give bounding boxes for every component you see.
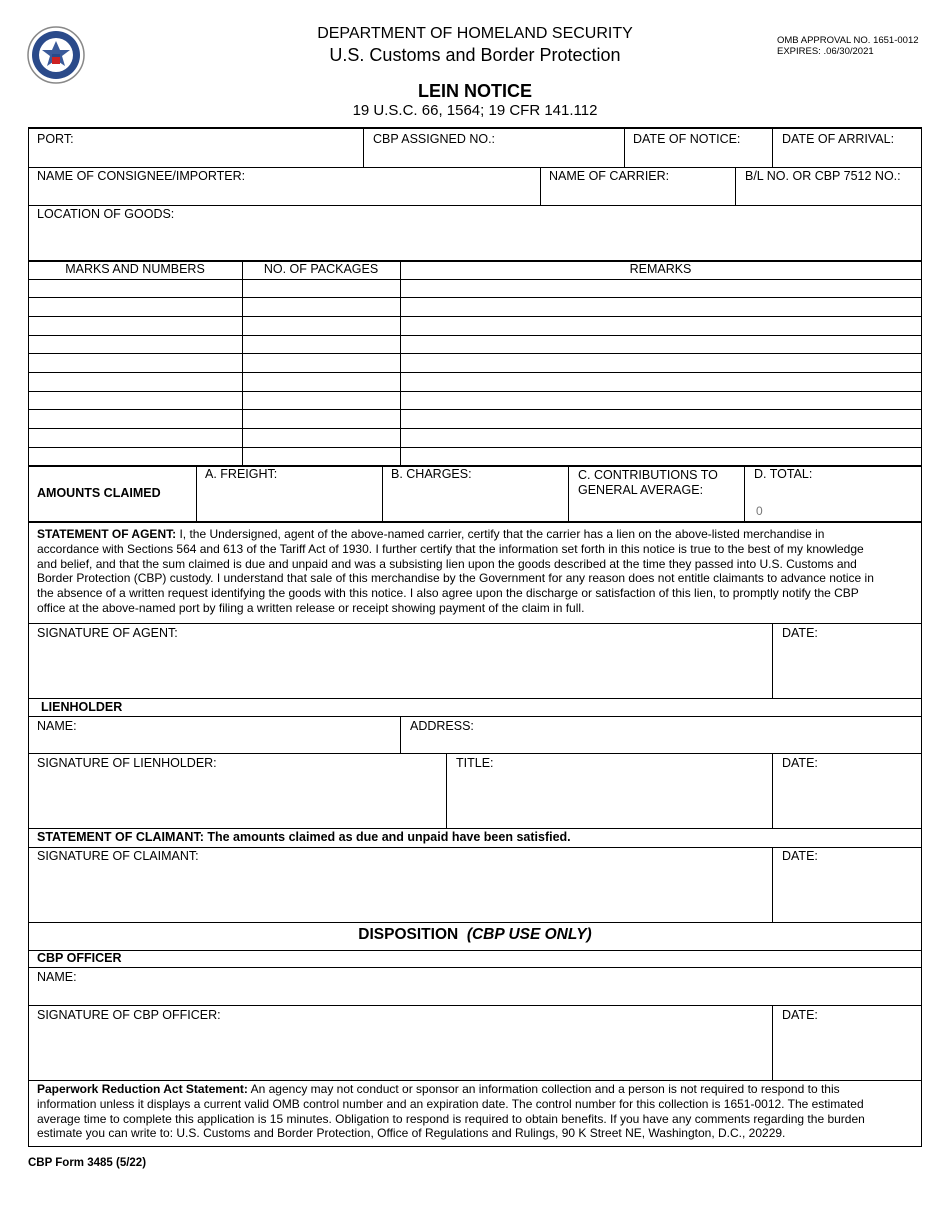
statement-of-agent — [37, 527, 917, 616]
form-number: CBP Form 3485 (5/22) — [28, 1157, 147, 1169]
marks-and-numbers-header: MARKS AND NUMBERS — [65, 262, 205, 276]
port-field[interactable]: PORT: — [37, 132, 74, 146]
disposition-heading — [28, 926, 922, 944]
paperwork-line: information unless it displays a current valid OMB control number and an expiration date. The control number for this collection is 1651-0012. The estimated — [37, 1096, 864, 1111]
disposition-note: (CBP USE ONLY) — [466, 926, 592, 943]
statement-of-agent-heading: STATEMENT OF AGENT: — [37, 527, 177, 541]
table-row[interactable] — [28, 353, 922, 354]
paperwork-reduction-statement — [37, 1082, 917, 1141]
statement-of-agent-line: office at the above-named port by filing a written release or receipt showing payment of the claim in full. — [37, 600, 585, 615]
signature-of-cbp-officer-field[interactable]: SIGNATURE OF CBP OFFICER: — [37, 1008, 221, 1022]
contributions-label-line2: GENERAL AVERAGE: — [578, 483, 704, 497]
lienholder-date-field[interactable]: DATE: — [782, 756, 818, 770]
total-value: 0 — [756, 504, 763, 518]
omb-expires: EXPIRES: .06/30/2021 — [777, 46, 874, 57]
date-of-notice-field[interactable]: DATE OF NOTICE: — [633, 132, 741, 146]
table-row[interactable] — [28, 447, 922, 448]
statement-of-agent-line: and belief, and that the sum claimed is due and unpaid and was a subsisting lien upon the goods described at the time they passed into U.S. Customs and — [37, 556, 857, 571]
signature-of-lienholder-field[interactable]: SIGNATURE OF LIENHOLDER: — [37, 756, 217, 770]
signature-of-agent-field[interactable]: SIGNATURE OF AGENT: — [37, 626, 178, 640]
contributions-field[interactable] — [578, 468, 718, 498]
table-row[interactable] — [28, 428, 922, 429]
statement-of-agent-line: accordance with Sections 564 and 613 of the Tariff Act of 1930. I further certify that the information set forth in this notice is true to the best of my knowledge — [37, 541, 864, 556]
table-row[interactable] — [28, 335, 922, 336]
amounts-claimed-label: AMOUNTS CLAIMED — [37, 486, 161, 500]
form-citation: 19 U.S.C. 66, 1564; 19 CFR 141.112 — [352, 102, 598, 119]
paperwork-line: An agency may not conduct or sponsor an information collection and a person is not required to respond to this — [247, 1082, 840, 1096]
paperwork-line: average time to complete this application is 15 minutes. Obligation to respond is required to obtain benefits. If you have any comments regarding the burden — [37, 1111, 865, 1126]
cbp-officer-heading: CBP OFFICER — [37, 951, 122, 965]
paperwork-line: estimate you can write to: U.S. Customs and Border Protection, Office of Regulations and Rulings, 90 K Street NE, Washington, D.C., 20229. — [37, 1126, 786, 1141]
table-row[interactable] — [28, 297, 922, 298]
table-row[interactable] — [28, 409, 922, 410]
statement-of-agent-line: the absence of a written request identifying the goods with this notice. I also agree upon the discharge or satisfaction of this lien, to promptly notify the CBP — [37, 586, 859, 601]
agent-date-field[interactable]: DATE: — [782, 626, 818, 640]
date-of-arrival-field[interactable]: DATE OF ARRIVAL: — [782, 132, 895, 146]
goods-table-rows[interactable] — [28, 279, 922, 466]
form-title: LEIN NOTICE — [417, 81, 532, 101]
statement-of-agent-line: Border Protection (CBP) custody. I understand that sale of this merchandise by the Government for any reason does not entitle claimants to advance notice in — [37, 571, 874, 586]
claimant-date-field[interactable]: DATE: — [782, 849, 818, 863]
total-field[interactable]: D. TOTAL: — [754, 467, 813, 481]
table-row[interactable] — [28, 372, 922, 373]
table-row[interactable] — [28, 391, 922, 392]
signature-of-claimant-field[interactable]: SIGNATURE OF CLAIMANT: — [37, 849, 199, 863]
freight-field[interactable]: A. FREIGHT: — [205, 467, 278, 481]
no-of-packages-header: NO. OF PACKAGES — [263, 262, 379, 276]
remarks-header: REMARKS — [629, 262, 692, 276]
cbp-assigned-no-field[interactable]: CBP ASSIGNED NO.: — [373, 132, 496, 146]
agency-name: U.S. Customs and Border Protection — [329, 45, 621, 65]
carrier-field[interactable]: NAME OF CARRIER: — [549, 169, 670, 183]
omb-approval: OMB APPROVAL NO. 1651-0012 — [777, 35, 919, 46]
contributions-label-line1: C. CONTRIBUTIONS TO — [578, 468, 718, 482]
lienholder-heading: LIENHOLDER — [41, 700, 123, 714]
bl-no-field[interactable]: B/L NO. OR CBP 7512 NO.: — [745, 169, 901, 183]
disposition-title: DISPOSITION — [358, 926, 459, 943]
location-of-goods-field[interactable]: LOCATION OF GOODS: — [37, 207, 175, 221]
cbp-officer-date-field[interactable]: DATE: — [782, 1008, 818, 1022]
table-row[interactable] — [28, 316, 922, 317]
lienholder-address-field[interactable]: ADDRESS: — [410, 719, 474, 733]
statement-of-claimant: STATEMENT OF CLAIMANT: The amounts claimed as due and unpaid have been satisfied. — [37, 830, 571, 844]
lienholder-title-field[interactable]: TITLE: — [456, 756, 494, 770]
charges-field[interactable]: B. CHARGES: — [391, 467, 472, 481]
consignee-field[interactable]: NAME OF CONSIGNEE/IMPORTER: — [37, 169, 246, 183]
paperwork-heading: Paperwork Reduction Act Statement: — [37, 1082, 248, 1096]
statement-of-agent-line: I, the Undersigned, agent of the above-named carrier, certify that the carrier has a lien on the above-listed merchandise in — [176, 527, 825, 541]
department-name: DEPARTMENT OF HOMELAND SECURITY — [317, 25, 633, 42]
lienholder-name-field[interactable]: NAME: — [37, 719, 77, 733]
cbp-officer-name-field[interactable]: NAME: — [37, 970, 77, 984]
